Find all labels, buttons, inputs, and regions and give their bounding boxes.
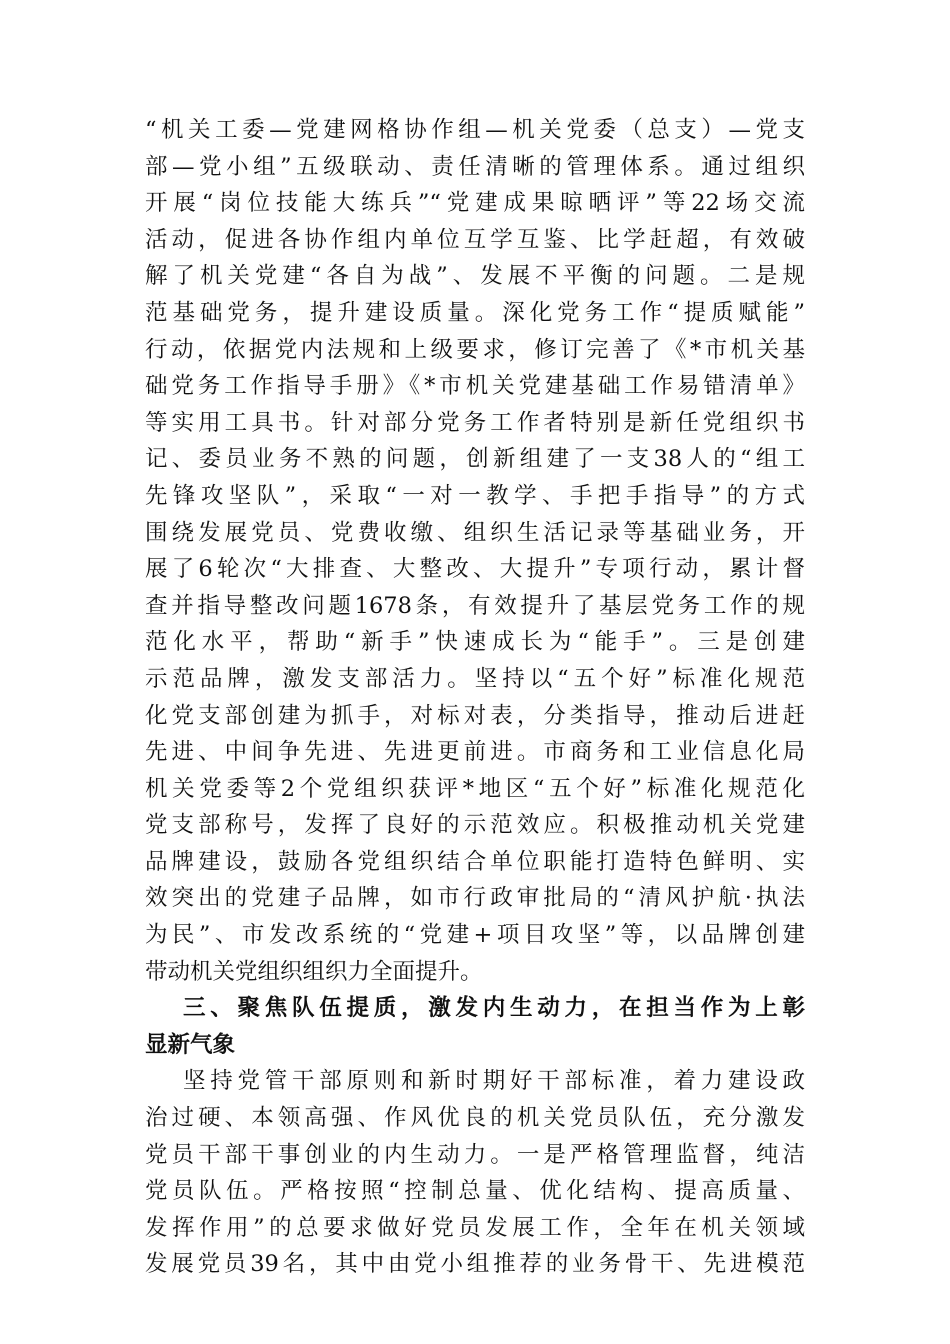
text-line: 机关党委等2个党组织获评*地区“五个好”标准化规范化	[145, 775, 805, 802]
text-line: 坚持党管干部原则和新时期好干部标准，着力建设政	[183, 1068, 805, 1095]
text-line: 效突出的党建子品牌，如市行政审批局的“清风护航·执法	[145, 885, 805, 912]
text-line: 党支部称号，发挥了良好的示范效应。积极推动机关党建	[145, 812, 805, 839]
text-line: 展了6轮次“大排查、大整改、大提升”专项行动，累计督	[145, 556, 805, 583]
text-line: 示范品牌，激发支部活力。坚持以“五个好”标准化规范	[145, 665, 805, 692]
text-line: 党员队伍。严格按照“控制总量、优化结构、提高质量、	[145, 1178, 805, 1205]
text-line: 开展“岗位技能大练兵”“党建成果晾晒评”等22场交流	[145, 190, 805, 217]
text-line: 显新气象	[145, 1031, 236, 1058]
text-line: “机关工委—党建网格协作组—机关党委（总支）—党支	[145, 117, 805, 143]
text-line: 带动机关党组织组织力全面提升。	[145, 958, 483, 985]
text-line: 围绕发展党员、党费收缴、组织生活记录等基础业务，开	[145, 519, 805, 546]
text-line: 为民”、市发改系统的“党建+项目攻坚”等，以品牌创建	[145, 922, 805, 949]
text-line: 部—党小组”五级联动、责任清晰的管理体系。通过组织	[145, 153, 805, 180]
text-line: 等实用工具书。针对部分党务工作者特别是新任党组织书	[145, 409, 805, 436]
text-line: 党员干部干事创业的内生动力。一是严格管理监督，纯洁	[145, 1141, 805, 1168]
text-line: 化党支部创建为抓手，对标对表，分类指导，推动后进赶	[145, 702, 805, 729]
text-line: 治过硬、本领高强、作风优良的机关党员队伍，充分激发	[145, 1105, 805, 1132]
text-line: 范基础党务，提升建设质量。深化党务工作“提质赋能”	[145, 299, 805, 326]
text-line: 三、聚焦队伍提质，激发内生动力，在担当作为上彰	[183, 995, 805, 1022]
body-paragraph	[145, 112, 805, 990]
text-line: 先锋攻坚队”，采取“一对一教学、手把手指导”的方式	[145, 482, 805, 509]
text-line: 品牌建设，鼓励各党组织结合单位职能打造特色鲜明、实	[145, 848, 805, 875]
text-line: 础党务工作指导手册》《*市机关党建基础工作易错清单》	[145, 373, 805, 400]
text-line: 行动，依据党内法规和上级要求，修订完善了《*市机关基	[145, 336, 805, 363]
text-line: 活动，促进各协作组内单位互学互鉴、比学赶超，有效破	[145, 226, 805, 253]
text-line: 范化水平，帮助“新手”快速成长为“能手”。三是创建	[145, 629, 805, 656]
text-line: 查并指导整改问题1678条，有效提升了基层党务工作的规	[145, 592, 805, 619]
text-line: 解了机关党建“各自为战”、发展不平衡的问题。二是规	[145, 263, 805, 290]
document-page	[145, 112, 805, 1283]
section-heading	[145, 990, 805, 1063]
text-line: 发挥作用”的总要求做好党员发展工作，全年在机关领域	[145, 1214, 805, 1241]
text-line: 记、委员业务不熟的问题，创新组建了一支38人的“组工	[145, 446, 805, 473]
text-line: 先进、中间争先进、先进更前进。市商务和工业信息化局	[145, 739, 805, 766]
body-paragraph	[145, 1063, 805, 1283]
text-line: 发展党员39名，其中由党小组推荐的业务骨干、先进模范	[145, 1251, 805, 1278]
